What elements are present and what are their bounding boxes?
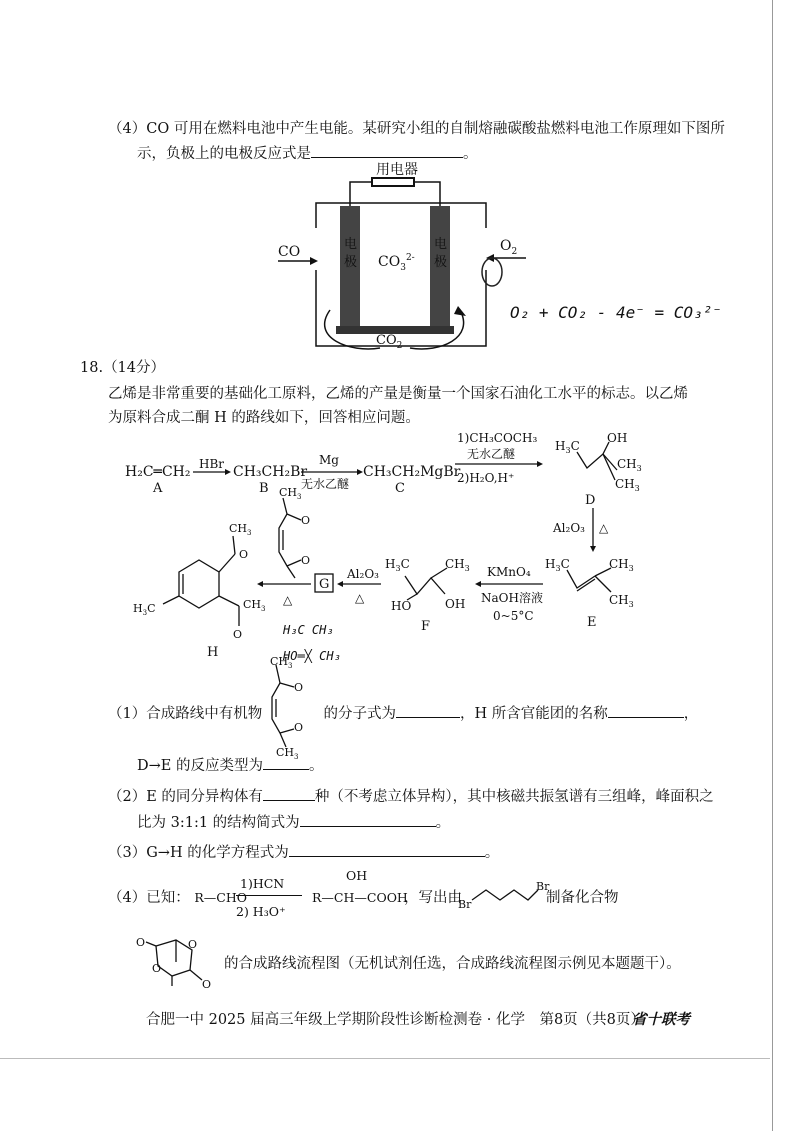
svg-text:CH3: $CH_3$ [279, 486, 302, 501]
svg-text:极: 极 [434, 255, 448, 270]
svg-text:CH3: $CH_3$ [609, 557, 634, 573]
svg-text:CH3: $CH_3$ [445, 557, 470, 573]
svg-text:△: △ [283, 593, 293, 607]
svg-text:无水乙醚: 无水乙醚 [467, 447, 516, 461]
svg-text:O: O [136, 936, 146, 949]
label-E: E [587, 615, 597, 630]
svg-text:O: O [202, 978, 212, 991]
product-acid: R—CH—COOH [312, 890, 408, 905]
svg-text:Al₂O₃: Al₂O₃ [553, 521, 585, 535]
footer-brand: 省十联考 [632, 1011, 690, 1028]
q18-3: （3）G→H 的化学方程式为 。 [108, 842, 499, 863]
svg-text:CH3: $CH_3$ [609, 593, 634, 609]
right-electrode [430, 206, 450, 334]
svg-text:2)H₂O,H⁺: 2)H₂O,H⁺ [457, 471, 515, 485]
svg-text:HO: HO [391, 599, 412, 613]
label-H: H [207, 645, 219, 660]
svg-text:HO═╳ CH₃: HO═╳ CH₃ [283, 649, 341, 663]
answer-blank[interactable] [311, 143, 463, 158]
svg-text:△: △ [599, 521, 609, 535]
svg-text:OH: OH [445, 597, 466, 611]
svg-text:O: O [152, 962, 162, 975]
svg-text:O: O [294, 721, 304, 734]
bromoethane: CH₃CH₂Br [233, 464, 308, 480]
q18-4-known: （4）已知： R—CHO [108, 890, 247, 906]
q17-4-line2: 示，负极上的电极反应式是 。 [137, 143, 478, 164]
q18-4-text-b: ，写出由 [404, 890, 462, 906]
electrolyte-label: $CO_3^{2-}$ [378, 253, 415, 273]
label-G: G [319, 577, 330, 592]
svg-text:Mg: Mg [319, 453, 339, 467]
q17-4-prompt: 示，负极上的电极反应式是 [137, 146, 311, 162]
svg-text:CH3: $CH_3$ [243, 598, 266, 613]
right-electrode-label: 电 [434, 237, 448, 252]
arrow-shaft [236, 895, 302, 896]
ethylene: H₂C═CH₂ [125, 464, 191, 480]
left-electrode-label: 电 [344, 237, 358, 252]
answer-blank[interactable] [263, 786, 315, 801]
label-D: D [585, 493, 596, 508]
scan-edge-right [772, 0, 773, 1131]
q18-2-line1: （2）E 的同分异构体有 种（不考虑立体异构），其中核磁共振氢谱有三组峰，峰面积之 [108, 786, 714, 807]
answer-blank[interactable] [396, 703, 460, 718]
svg-text:Al₂O₃: Al₂O₃ [347, 567, 379, 581]
svg-text:OH: OH [607, 431, 628, 445]
handwritten-enol: H₃C CH₃ [283, 623, 334, 637]
compound-H [163, 536, 239, 626]
co2-label: $CO_2$ [376, 333, 403, 351]
answer-blank[interactable] [263, 755, 309, 770]
svg-text:H3C: $H_3C$ [545, 557, 570, 573]
svg-text:O: O [188, 938, 198, 951]
oh-label: OH [346, 868, 368, 883]
device-label: 用电器 [376, 162, 418, 178]
scan-bottom-line [0, 1058, 770, 1059]
handwritten-note: O₂ + CO₂ - 4e⁻ = CO₃²⁻ [510, 303, 722, 322]
svg-text:HBr: HBr [199, 457, 225, 471]
svg-text:KMnO₄: KMnO₄ [487, 565, 531, 579]
svg-text:△: △ [355, 591, 365, 605]
handwritten-circle [482, 258, 502, 286]
label-F: F [421, 619, 431, 634]
co-input-label: CO [278, 244, 301, 260]
svg-text:H3C: $H_3C$ [385, 557, 410, 573]
q18-2-line2: 比为 3:1:1 的结构简式为 。 [137, 812, 450, 833]
svg-text:H3C: $H_3C$ [555, 439, 580, 455]
svg-text:0~5°C: 0~5°C [493, 609, 534, 623]
compound-D [555, 431, 642, 508]
reagent-hcn: 1)HCN [240, 876, 285, 891]
svg-text:Br: Br [536, 880, 550, 893]
synthesis-scheme [115, 428, 675, 683]
q18-4-text-c: 制备化合物 [546, 890, 619, 906]
label-C: C [395, 481, 405, 496]
o2-input-label: $O_2$ [500, 238, 518, 257]
left-electrode [340, 206, 360, 334]
compound-F [385, 557, 470, 634]
device-symbol [372, 178, 414, 186]
svg-text:O: O [239, 548, 249, 561]
label-A: A [153, 481, 163, 496]
dibromobutane [458, 880, 548, 910]
svg-text:1)CH₃COCH₃: 1)CH₃COCH₃ [457, 431, 538, 445]
svg-text:O: O [294, 681, 304, 694]
svg-text:O: O [301, 554, 311, 567]
q18-intro2: 为原料合成二酮 H 的路线如下，回答相应问题。 [108, 410, 420, 426]
diene-ketone [279, 498, 301, 578]
svg-text:无水乙醚: 无水乙醚 [301, 477, 350, 491]
svg-text:CH3: $CH_3$ [276, 746, 299, 761]
svg-text:CH3: $CH_3$ [229, 522, 252, 537]
compound-E [545, 557, 634, 630]
svg-text:H3C: $H_3C$ [133, 602, 156, 617]
answer-blank[interactable] [608, 703, 684, 718]
q18-4-line2: 的合成路线流程图（无机试剂任选，合成路线流程图示例见本题题干）。 [224, 956, 681, 972]
q18-number: 18.（14分） [80, 360, 166, 376]
q18-1-line1: （1）合成路线中有机物 的分子式为 ，H 所含官能团的名称 ， [108, 703, 698, 724]
svg-text:CH3: $CH_3$ [615, 477, 640, 493]
q18-intro1: 乙烯是非常重要的基础化工原料，乙烯的产量是衡量一个国家石油化工水平的标志。以乙烯 [108, 386, 688, 402]
svg-text:Br: Br [458, 898, 472, 911]
q17-4-line1: （4）CO 可用在燃料电池中产生电能。某研究小组的自制熔融碳酸盐燃料电池工作原理如下图所 [108, 121, 725, 137]
answer-blank[interactable] [289, 842, 485, 857]
q18-1-line2: D→E 的反应类型为 。 [137, 755, 323, 776]
svg-text:O: O [233, 628, 243, 641]
svg-text:O: O [301, 514, 311, 527]
target-compound [132, 932, 222, 992]
svg-text:NaOH溶液: NaOH溶液 [481, 591, 543, 605]
label-B: B [259, 481, 269, 496]
svg-text:CH3: $CH_3$ [270, 655, 293, 670]
reagent-h3o: 2) H₃O⁺ [236, 904, 286, 919]
fuel-cell-diagram [270, 158, 722, 353]
grignard: CH₃CH₂MgBr [363, 464, 461, 480]
answer-blank[interactable] [300, 812, 436, 827]
svg-text:CH3: $CH_3$ [617, 457, 642, 473]
footer-text: 合肥一中 2025 届高三年级上学期阶段性诊断检测卷 · 化学 第8页（共8页） [146, 1012, 645, 1028]
svg-text:极: 极 [344, 255, 358, 270]
